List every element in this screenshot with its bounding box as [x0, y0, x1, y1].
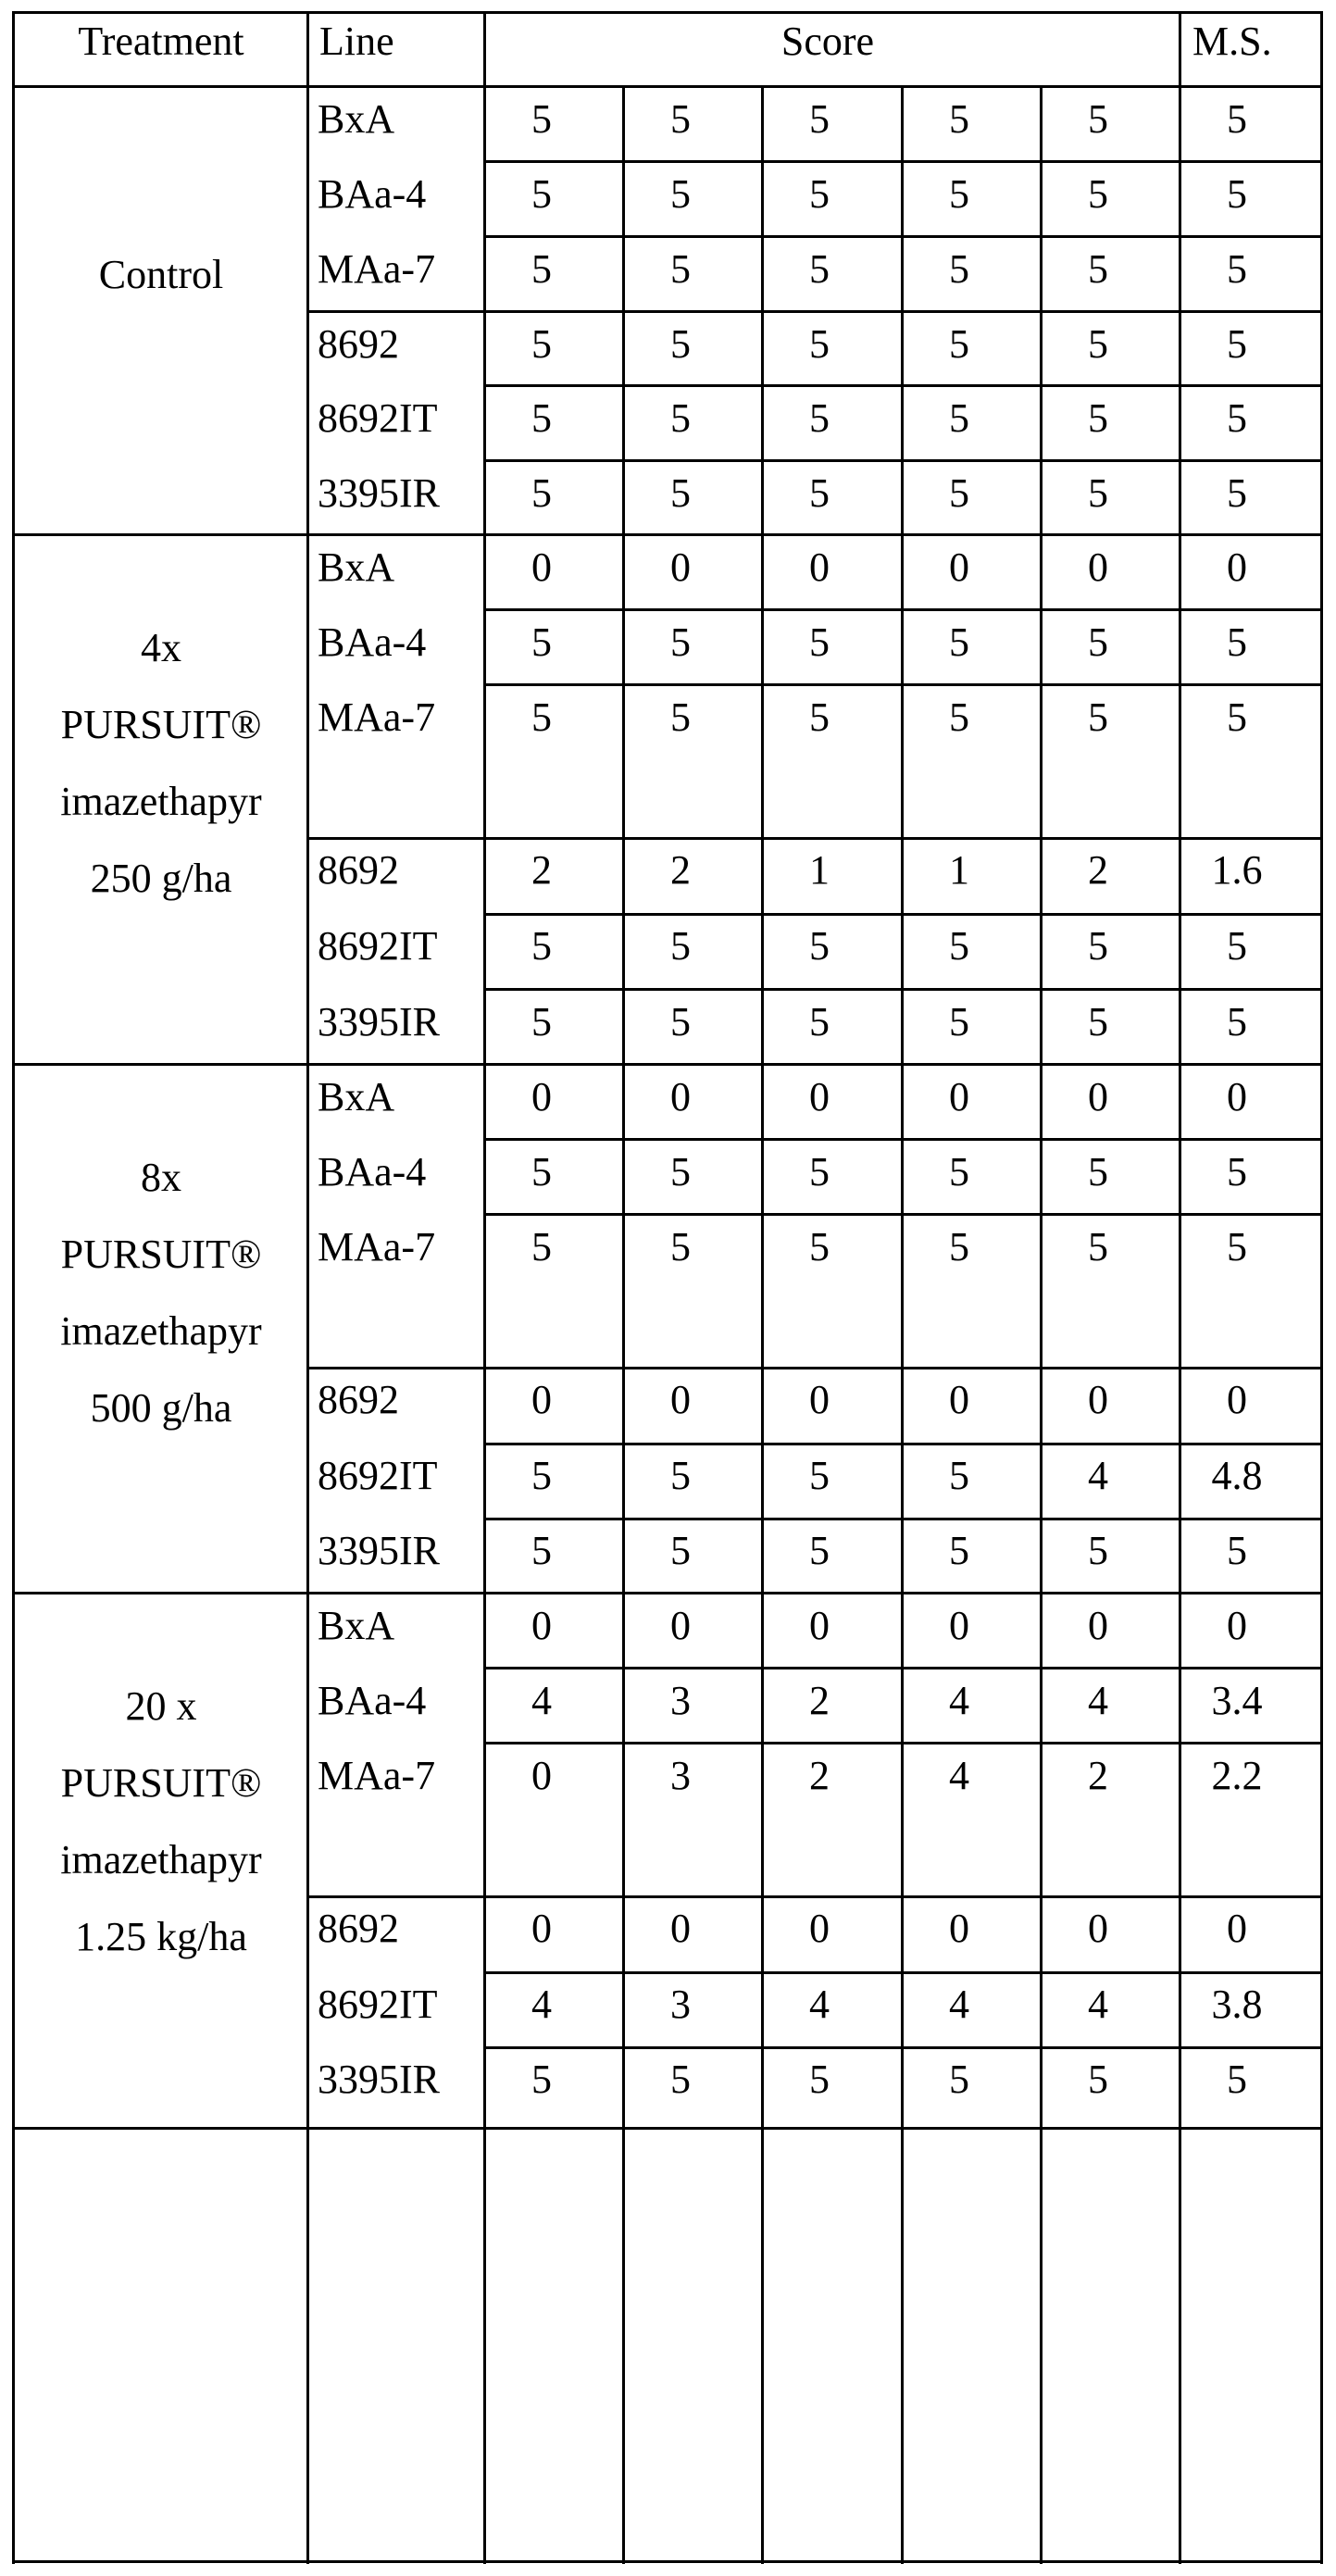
row-divider	[306, 1367, 1323, 1369]
score-cell: 4	[949, 1678, 969, 1723]
score-cell: 5	[670, 2057, 691, 2102]
score-cell: 5	[670, 470, 691, 516]
score-cell: 4	[531, 1982, 552, 2027]
line-label: BAa-4	[318, 619, 427, 665]
score-cell: 0	[809, 544, 830, 590]
line-label: BAa-4	[318, 1149, 427, 1194]
score-cell: 5	[1088, 470, 1108, 516]
treatment-cell	[14, 609, 308, 917]
score-cell: 3	[670, 1982, 691, 2027]
line-label: 8692	[318, 847, 399, 893]
score-cell: 5	[531, 1224, 552, 1269]
mean-score-cell: 5	[1227, 923, 1247, 969]
header-line: Line	[319, 19, 394, 64]
score-cell: 5	[670, 923, 691, 969]
treatment-cell	[14, 236, 308, 313]
mean-score-cell: 5	[1227, 1149, 1247, 1194]
header-treatment: Treatment	[78, 19, 244, 64]
mean-score-cell: 5	[1227, 1224, 1247, 1269]
score-cell: 5	[1088, 171, 1108, 217]
score-cell: 5	[949, 2057, 969, 2102]
line-label: 3395IR	[318, 999, 440, 1044]
score-cell: 5	[809, 2057, 830, 2102]
mean-score-cell: 0	[1227, 1377, 1247, 1422]
score-cell: 2	[531, 847, 552, 893]
score-cell: 4	[1088, 1678, 1108, 1723]
mean-score-cell: 5	[1227, 2057, 1247, 2102]
treatment-label: PURSUIT®	[60, 1760, 262, 1806]
score-cell: 5	[670, 171, 691, 217]
mean-score-cell: 5	[1227, 96, 1247, 142]
score-cell: 3	[670, 1753, 691, 1798]
treatment-label: PURSUIT®	[60, 1232, 262, 1277]
line-label: MAa-7	[318, 1753, 436, 1798]
score-cell: 2	[670, 847, 691, 893]
row-divider	[483, 608, 1323, 611]
table-border-bottom	[12, 2560, 1323, 2563]
score-cell: 5	[531, 694, 552, 740]
score-cell: 5	[670, 1224, 691, 1269]
score-cell: 3	[670, 1678, 691, 1723]
score-cell: 5	[531, 171, 552, 217]
score-cell: 0	[531, 544, 552, 590]
mean-score-cell: 5	[1227, 395, 1247, 441]
score-cell: 0	[949, 1603, 969, 1648]
mean-score-cell: 2.2	[1211, 1753, 1263, 1798]
line-label: MAa-7	[318, 246, 436, 292]
score-cell: 5	[1088, 246, 1108, 292]
row-divider	[483, 384, 1323, 387]
mean-score-cell: 5	[1227, 321, 1247, 367]
score-cell: 0	[531, 1603, 552, 1648]
line-label: 8692IT	[318, 923, 438, 969]
treatment-label: 4x	[141, 625, 181, 670]
score-cell: 5	[809, 923, 830, 969]
line-label: BxA	[318, 544, 395, 590]
mean-score-cell: 0	[1227, 1603, 1247, 1648]
line-label: BAa-4	[318, 1678, 427, 1723]
treatment-cell	[14, 1139, 308, 1446]
score-cell: 0	[1088, 1603, 1108, 1648]
score-cell: 5	[1088, 2057, 1108, 2102]
score-cell: 0	[670, 1603, 691, 1648]
treatment-label: 8x	[141, 1155, 181, 1200]
score-cell: 5	[531, 246, 552, 292]
score-cell: 0	[670, 1906, 691, 1951]
score-cell: 5	[809, 1453, 830, 1498]
score-cell: 5	[531, 923, 552, 969]
row-divider	[483, 1667, 1323, 1669]
score-cell: 5	[1088, 1149, 1108, 1194]
score-cell: 0	[1088, 1377, 1108, 1422]
score-cell: 5	[809, 470, 830, 516]
mean-score-cell: 5	[1227, 1528, 1247, 1573]
score-cell: 5	[809, 321, 830, 367]
line-label: 8692IT	[318, 1982, 438, 2027]
score-cell: 5	[949, 1528, 969, 1573]
line-label: BxA	[318, 96, 395, 142]
score-cell: 4	[1088, 1453, 1108, 1498]
row-divider	[483, 1518, 1323, 1520]
score-cell: 4	[531, 1678, 552, 1723]
line-label: BxA	[318, 1074, 395, 1119]
line-label: 3395IR	[318, 470, 440, 516]
score-cell: 5	[670, 1149, 691, 1194]
row-divider	[483, 1138, 1323, 1141]
score-cell: 5	[949, 321, 969, 367]
row-divider	[483, 160, 1323, 163]
line-label: 8692IT	[318, 1453, 438, 1498]
score-cell: 2	[809, 1753, 830, 1798]
line-label: BAa-4	[318, 171, 427, 217]
line-label: 8692	[318, 1377, 399, 1422]
score-cell: 4	[949, 1982, 969, 2027]
score-cell: 5	[809, 171, 830, 217]
line-label: BxA	[318, 1603, 395, 1648]
score-cell: 5	[949, 96, 969, 142]
mean-score-cell: 0	[1227, 1906, 1247, 1951]
group-divider	[12, 533, 1323, 536]
score-cell: 5	[809, 1224, 830, 1269]
score-cell: 5	[670, 96, 691, 142]
line-label: 3395IR	[318, 2057, 440, 2102]
score-cell: 1	[809, 847, 830, 893]
score-cell: 0	[531, 1074, 552, 1119]
table-border-right	[1320, 12, 1323, 2564]
line-label: MAa-7	[318, 694, 436, 740]
score-cell: 0	[949, 544, 969, 590]
score-cell: 0	[670, 1377, 691, 1422]
line-label: 8692	[318, 1906, 399, 1951]
treatment-label: imazethapyr	[60, 779, 262, 824]
line-label: 3395IR	[318, 1528, 440, 1573]
score-cell: 5	[531, 470, 552, 516]
score-cell: 4	[1088, 1982, 1108, 2027]
score-cell: 0	[949, 1074, 969, 1119]
score-cell: 5	[1088, 999, 1108, 1044]
score-cell: 5	[1088, 694, 1108, 740]
score-cell: 5	[531, 2057, 552, 2102]
treatment-label: PURSUIT®	[60, 702, 262, 747]
row-divider	[483, 1971, 1323, 1974]
score-cell: 5	[949, 1453, 969, 1498]
score-cell: 5	[670, 619, 691, 665]
row-divider	[12, 85, 1323, 88]
row-divider	[483, 1443, 1323, 1445]
score-cell: 5	[949, 619, 969, 665]
line-label: 8692	[318, 321, 399, 367]
score-cell: 0	[809, 1377, 830, 1422]
score-cell: 5	[949, 1149, 969, 1194]
treatment-cell	[14, 1668, 308, 1975]
group-divider	[12, 1063, 1323, 1066]
score-cell: 5	[809, 246, 830, 292]
score-cell: 0	[809, 1603, 830, 1648]
mean-score-cell: 5	[1227, 246, 1247, 292]
header-mean-score: M.S.	[1192, 19, 1272, 64]
row-divider	[306, 310, 1323, 313]
table-border-top	[12, 11, 1323, 14]
score-cell: 5	[949, 470, 969, 516]
score-cell: 0	[531, 1906, 552, 1951]
mean-score-cell: 5	[1227, 999, 1247, 1044]
score-cell: 2	[1088, 1753, 1108, 1798]
score-cell: 5	[670, 999, 691, 1044]
treatment-label: 500 g/ha	[90, 1385, 232, 1431]
score-cell: 5	[809, 619, 830, 665]
score-cell: 2	[1088, 847, 1108, 893]
treatment-label: imazethapyr	[60, 1308, 262, 1354]
mean-score-cell: 4.8	[1211, 1453, 1263, 1498]
row-divider	[483, 683, 1323, 686]
score-cell: 5	[1088, 1224, 1108, 1269]
header-score: Score	[780, 19, 875, 64]
score-cell: 0	[949, 1906, 969, 1951]
treatment-label: 250 g/ha	[90, 856, 232, 901]
score-cell: 5	[809, 1528, 830, 1573]
score-cell: 0	[809, 1074, 830, 1119]
score-cell: 5	[1088, 619, 1108, 665]
score-cell: 5	[949, 246, 969, 292]
treatment-label: 1.25 kg/ha	[75, 1914, 247, 1959]
score-cell: 5	[949, 171, 969, 217]
score-cell: 5	[1088, 1528, 1108, 1573]
score-cell: 5	[1088, 321, 1108, 367]
score-cell: 1	[949, 847, 969, 893]
mean-score-cell: 3.4	[1211, 1678, 1263, 1723]
line-label: MAa-7	[318, 1224, 436, 1269]
mean-score-cell: 1.6	[1211, 847, 1263, 893]
mean-score-cell: 5	[1227, 619, 1247, 665]
score-cell: 0	[1088, 544, 1108, 590]
score-cell: 0	[949, 1377, 969, 1422]
score-cell: 0	[670, 544, 691, 590]
score-cell: 5	[809, 999, 830, 1044]
mean-score-cell: 5	[1227, 171, 1247, 217]
mean-score-cell: 0	[1227, 1074, 1247, 1119]
score-cell: 5	[531, 395, 552, 441]
score-cell: 5	[809, 395, 830, 441]
score-cell: 0	[531, 1753, 552, 1798]
score-cell: 0	[531, 1377, 552, 1422]
score-cell: 4	[809, 1982, 830, 2027]
empty-row	[15, 2130, 1320, 2560]
score-cell: 5	[531, 96, 552, 142]
score-cell: 5	[1088, 395, 1108, 441]
score-cell: 5	[531, 619, 552, 665]
score-cell: 4	[949, 1753, 969, 1798]
score-cell: 5	[531, 1453, 552, 1498]
score-cell: 5	[670, 321, 691, 367]
score-cell: 0	[1088, 1074, 1108, 1119]
row-divider	[306, 1895, 1323, 1898]
row-divider	[483, 459, 1323, 462]
score-cell: 5	[809, 96, 830, 142]
score-cell: 5	[531, 321, 552, 367]
score-cell: 5	[949, 1224, 969, 1269]
score-cell: 5	[670, 1453, 691, 1498]
mean-score-cell: 3.8	[1211, 1982, 1263, 2027]
treatment-label: imazethapyr	[60, 1837, 262, 1882]
score-cell: 5	[1088, 923, 1108, 969]
score-cell: 5	[670, 395, 691, 441]
row-divider	[483, 2046, 1323, 2049]
line-label: 8692IT	[318, 395, 438, 441]
mean-score-cell: 5	[1227, 470, 1247, 516]
mean-score-cell: 0	[1227, 544, 1247, 590]
score-cell: 0	[670, 1074, 691, 1119]
row-divider	[483, 235, 1323, 238]
score-cell: 5	[949, 395, 969, 441]
score-cell: 5	[809, 694, 830, 740]
row-divider	[483, 1213, 1323, 1216]
score-cell: 5	[949, 694, 969, 740]
score-cell: 5	[670, 246, 691, 292]
mean-score-cell: 5	[1227, 694, 1247, 740]
score-cell: 5	[809, 1149, 830, 1194]
row-divider	[483, 913, 1323, 916]
score-cell: 5	[531, 999, 552, 1044]
score-cell: 5	[949, 923, 969, 969]
treatment-label: 20 x	[125, 1683, 197, 1729]
row-divider	[306, 837, 1323, 840]
treatment-label: Control	[98, 252, 224, 297]
score-cell: 5	[531, 1149, 552, 1194]
score-cell: 5	[531, 1528, 552, 1573]
score-cell: 5	[949, 999, 969, 1044]
score-cell: 0	[809, 1906, 830, 1951]
row-divider	[483, 1742, 1323, 1744]
score-cell: 5	[1088, 96, 1108, 142]
score-cell: 2	[809, 1678, 830, 1723]
row-divider	[483, 988, 1323, 991]
group-divider	[12, 1592, 1323, 1594]
score-cell: 5	[670, 694, 691, 740]
score-cell: 0	[1088, 1906, 1108, 1951]
score-cell: 5	[670, 1528, 691, 1573]
